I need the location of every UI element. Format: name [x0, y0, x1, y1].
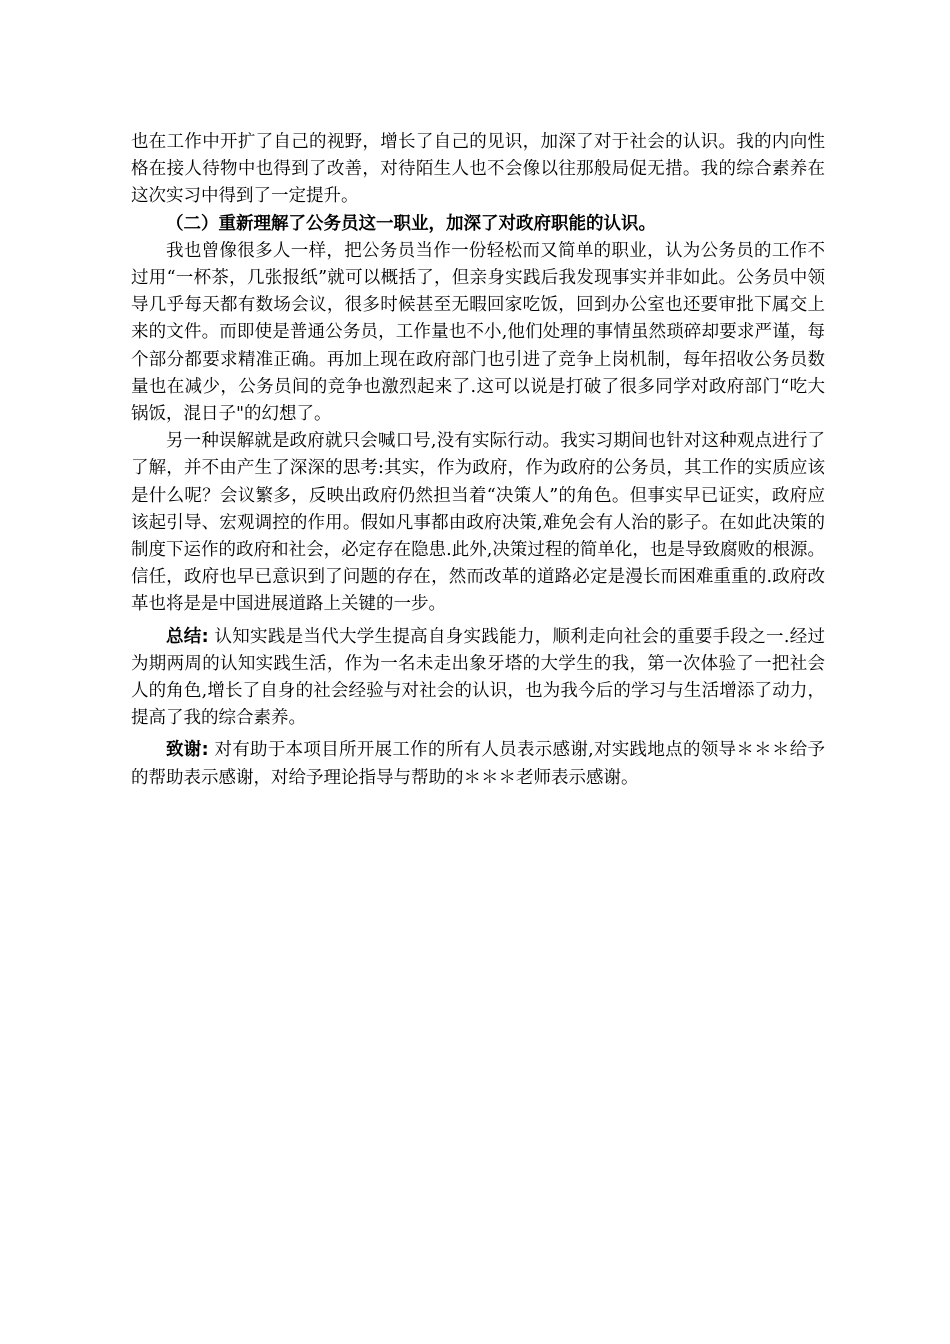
summary-paragraph — [131, 624, 825, 733]
document-page — [131, 129, 825, 792]
body-paragraph-2: 我也曾像很多人一样，把公务员当作一份轻松而又简单的职业，认为公务员的工作不过用“一杯茶，几张报纸”就可以概括了，但亲身实践后我发现事实并非如此。公务员中领导几乎每天都有数场会议，很多时候甚至无暇回家吃饭，回到办公室也还要审批下属交上来的文件。而即使是普通公务员，工作量也不小,他们处理的事情虽然琐碎却要求严谨，每个部分都要求精准正确。再加上现在政府部门也引进了竞争上岗机制，每年招收公务员数量也在减少，公务员间的竞争也激烈起来了.这可以说是打破了很多同学对政府部门“吃大锅饭，混日子"的幻想了。 — [131, 240, 825, 425]
thanks-paragraph — [131, 737, 825, 791]
summary-label: 总结: — [166, 626, 209, 647]
body-paragraph-1: 也在工作中开扩了自己的视野，增长了自己的见识，加深了对于社会的认识。我的内向性格在接人待物中也得到了改善，对待陌生人也不会像以往那般局促无措。我的综合素养在这次实习中得到了一定提升。 — [131, 132, 825, 207]
body-paragraph-3: 另一种误解就是政府就只会喊口号,没有实际行动。我实习期间也针对这种观点进行了了解，并不由产生了深深的思考:其实，作为政府，作为政府的公务员，其工作的实质应该是什么呢？会议繁多，反映出政府仍然担当着“决策人”的角色。但事实早已证实，政府应该起引导、宏观调控的作用。假如凡事都由政府决策,难免会有人治的影子。在如此决策的制度下运作的政府和社会，必定存在隐患.此外,决策过程的简单化，也是导致腐败的根源。信任，政府也早已意识到了问题的存在，然而改革的道路必定是漫长而困难重重的.政府改革也将是是中国进展道路上关键的一步。 — [131, 431, 825, 615]
thanks-text: 对有助于本项目所开展工作的所有人员表示感谢,对实践地点的领导＊＊＊给予的帮助表示感谢，对给予理论指导与帮助的＊＊＊老师表示感谢。 — [131, 740, 825, 788]
summary-text: 认知实践是当代大学生提高自身实践能力，顺利走向社会的重要手段之一.经过为期两周的认知实践生活，作为一名未走出象牙塔的大学生的我，第一次体验了一把社会人的角色,增长了自身的社会经验与对社会的认识，也为我今后的学习与生活增添了动力，提高了我的综合素养。 — [131, 626, 825, 729]
section-heading: （二）重新理解了公务员这一职业，加深了对政府职能的认识。 — [166, 213, 656, 234]
thanks-label: 致谢: — [166, 740, 209, 761]
